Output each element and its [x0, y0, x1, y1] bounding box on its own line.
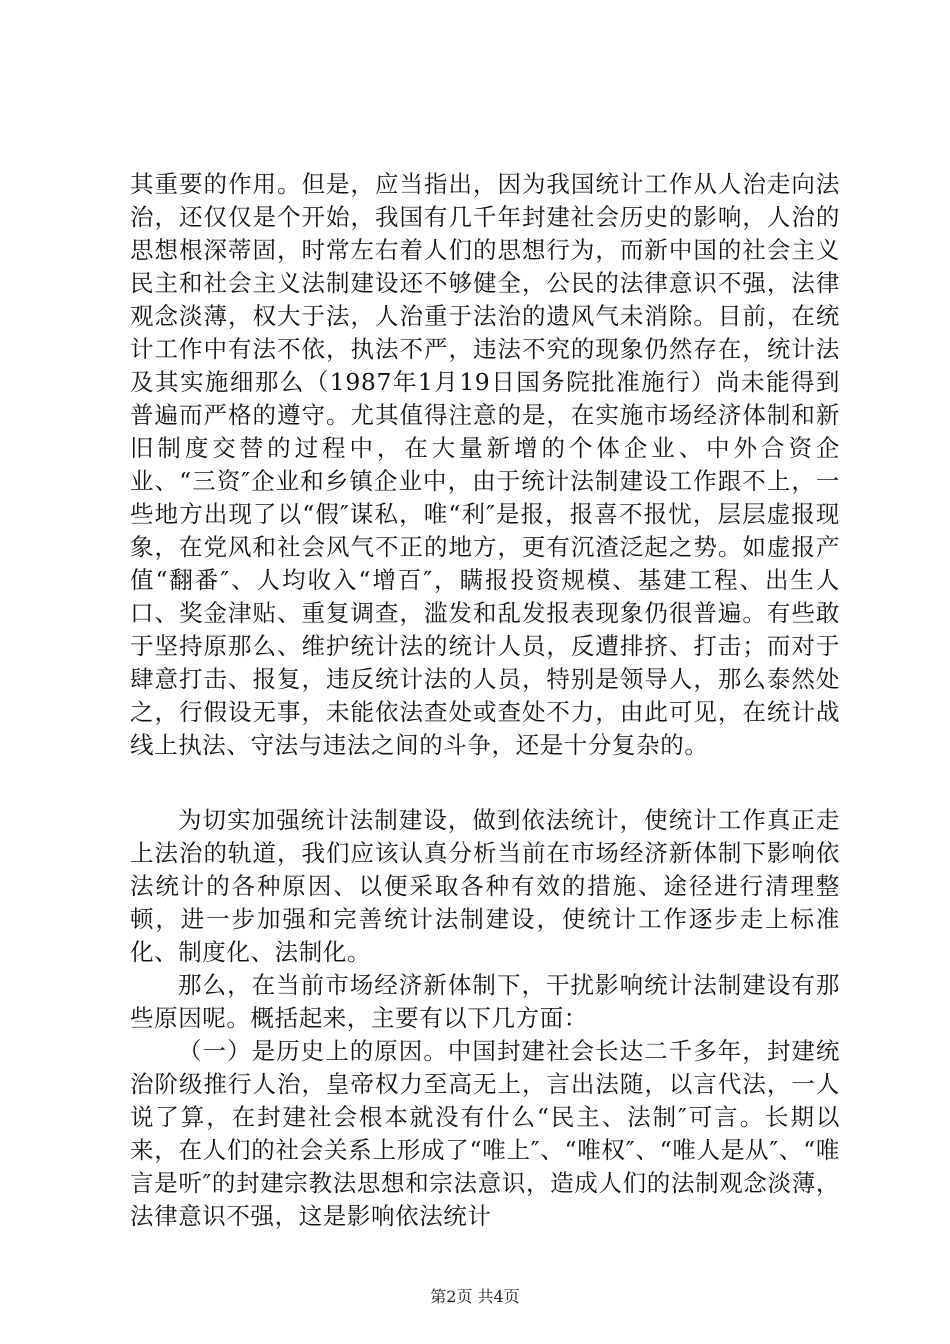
document-body [130, 168, 840, 1233]
paragraph-continuation: 其重要的作用。但是，应当指出，因为我国统计工作从人治走向法治，还仅仅是个开始，我国有几千年封建社会历史的影响，人治的思想根深蒂固，时常左右着人们的思想行为，而新中国的社会主义民主和社会主义法制建设还不够健全，公民的法律意识不强，法律观念淡薄，权大于法，人治重于法治的遗风气未消除。目前，在统计工作中有法不依，执法不严，违法不究的现象仍然存在，统计法及其实施细那么（1987年1月19日国务院批准施行）尚未能得到普遍而严格的遵守。尤其值得注意的是，在实施市场经济体制和新旧制度交替的过程中，在大量新增的个体企业、中外合资企业、“三资″企业和乡镇企业中，由于统计法制建设工作跟不上，一些地方出现了以“假″谋私，唯“利″是报，报喜不报忧，层层虚报现象，在党风和社会风气不正的地方，更有沉渣泛起之势。如虚报产值“翻番″、人均收入“增百″，瞒报投资规模、基建工程、出生人口、奖金津贴、重复调查，滥发和乱发报表现象仍很普遍。有些敢于坚持原那么、维护统计法的统计人员，反遭排挤、打击；而对于肆意打击、报复，违反统计法的人员，特别是领导人，那么泰然处之，行假设无事，未能依法查处或查处不力，由此可见，在统计战线上执法、守法与违法之间的斗争，还是十分复杂的。 [130, 170, 840, 759]
paragraph-strengthen-legal-system: 为切实加强统计法制建设，做到依法统计，使统计工作真正走上法治的轨道，我们应该认真分析当前在市场经济新体制下影响依法统计的各种原因、以便采取各种有效的措施、途径进行清理整顿，进一步加强和完善统计法制建设，使统计工作逐步走上标准化、制度化、法制化。 [130, 806, 840, 966]
paragraph-historical-reason: （一）是历史上的原因。中国封建社会长达二千多年，封建统治阶级推行人治，皇帝权力至高无上，言出法随，以言代法，一人说了算，在封建社会根本就没有什么“民主、法制″可言。长期以来，在人们的社会关系上形成了“唯上″、“唯权″、“唯人是从″、“唯言是听″的封建宗教法思想和宗法意识，造成人们的法制观念淡薄，法律意识不强，这是影响依法统计 [130, 1037, 840, 1230]
page-number-footer: 第2页 共4页 [430, 1287, 520, 1306]
paragraph-reasons-intro: 那么，在当前市场经济新体制下，干扰影响统计法制建设有那些原因呢。概括起来，主要有以下几方面： [130, 971, 840, 1032]
